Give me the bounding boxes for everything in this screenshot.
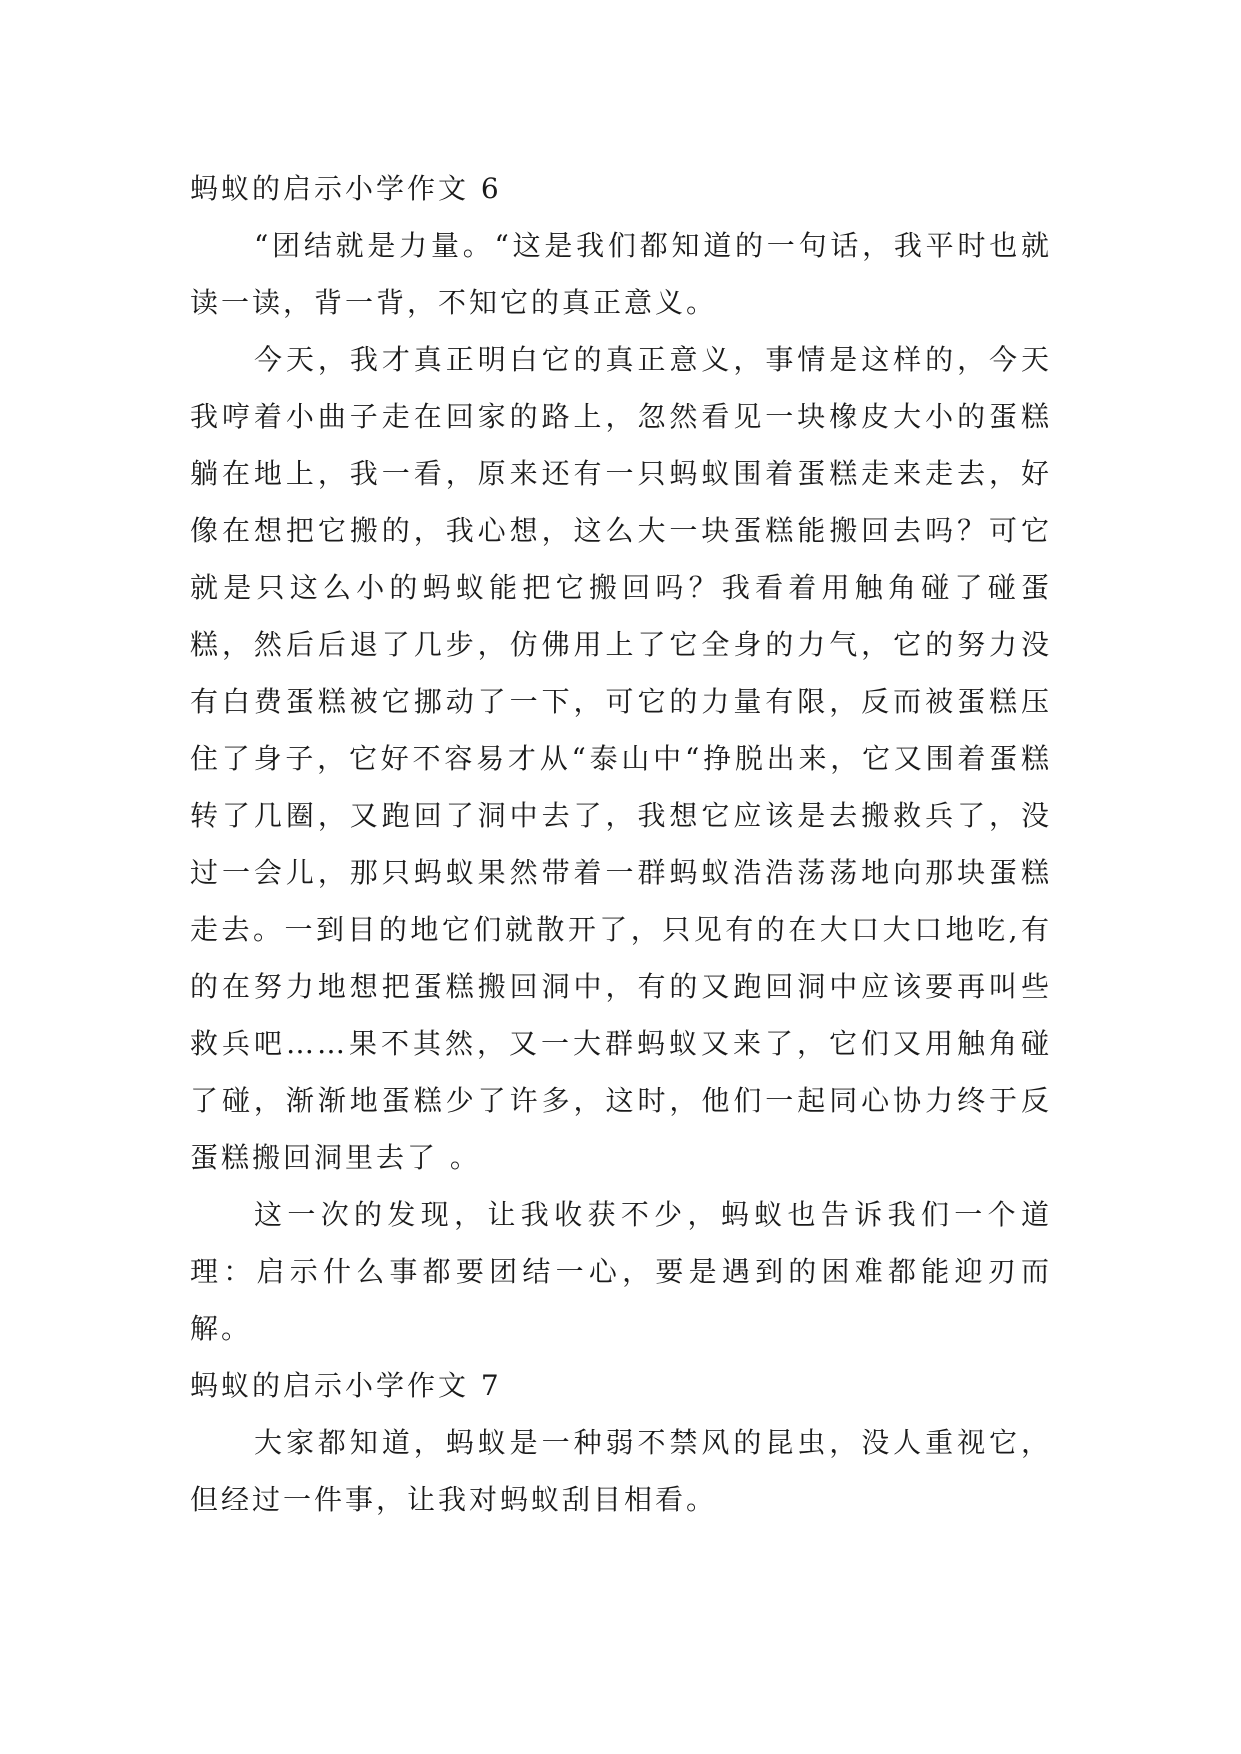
paragraph: “团结就是力量。“这是我们都知道的一句话，我平时也就读一读，背一背，不知它的真正意义。 — [190, 229, 1052, 319]
section-heading: 蚂蚁的启示小学作文 6 — [190, 172, 502, 205]
paragraph: 大家都知道，蚂蚁是一种弱不禁风的昆虫，没人重视它，但经过一件事，让我对蚂蚁刮目相看。 — [190, 1426, 1052, 1516]
paragraph: 这一次的发现，让我收获不少，蚂蚁也告诉我们一个道理：启示什么事都要团结一心，要是遇到的困难都能迎刃而解。 — [190, 1198, 1052, 1345]
document-body — [190, 160, 1052, 1528]
paragraph: 今天，我才真正明白它的真正意义，事情是这样的，今天 我哼着小曲子走在回家的路上，忽然看见一块橡皮大小的蛋糕躺在地上，我一看，原来还有一只蚂蚁围着蛋糕走来走去，好像在想把它搬的，我心想，这么大一块蛋糕能搬回去吗？可它就是只这么小的蚂蚁能把它搬回吗？我看着用触角碰了碰蛋糕，然后后退了几步，仿佛用上了它全身的力气，它的努力没有白费蛋糕被它挪动了一下，可它的力量有限，反而被蛋糕压住了身子，它好不容易才从“泰山中“挣脱出来，它又围着蛋糕转了几圈，又跑回了洞中去了，我想它应该是去搬救兵了，没过一会儿，那只蚂蚁果然带着一群蚂蚁浩浩荡荡地向那块蛋糕走去。一到目的地它们就散开了，只见有的在大口大口地吃,有的在努力地想把蛋糕搬回洞中，有的又跑回洞中应该要再叫些救兵吧……果不其然，又一大群蚂蚁又来了，它们又用触角碰了碰，渐渐地蛋糕少了许多，这时，他们一起同心协力终于反蛋糕搬回洞里去了 。 — [190, 343, 1052, 1174]
section-heading: 蚂蚁的启示小学作文 7 — [190, 1369, 502, 1402]
